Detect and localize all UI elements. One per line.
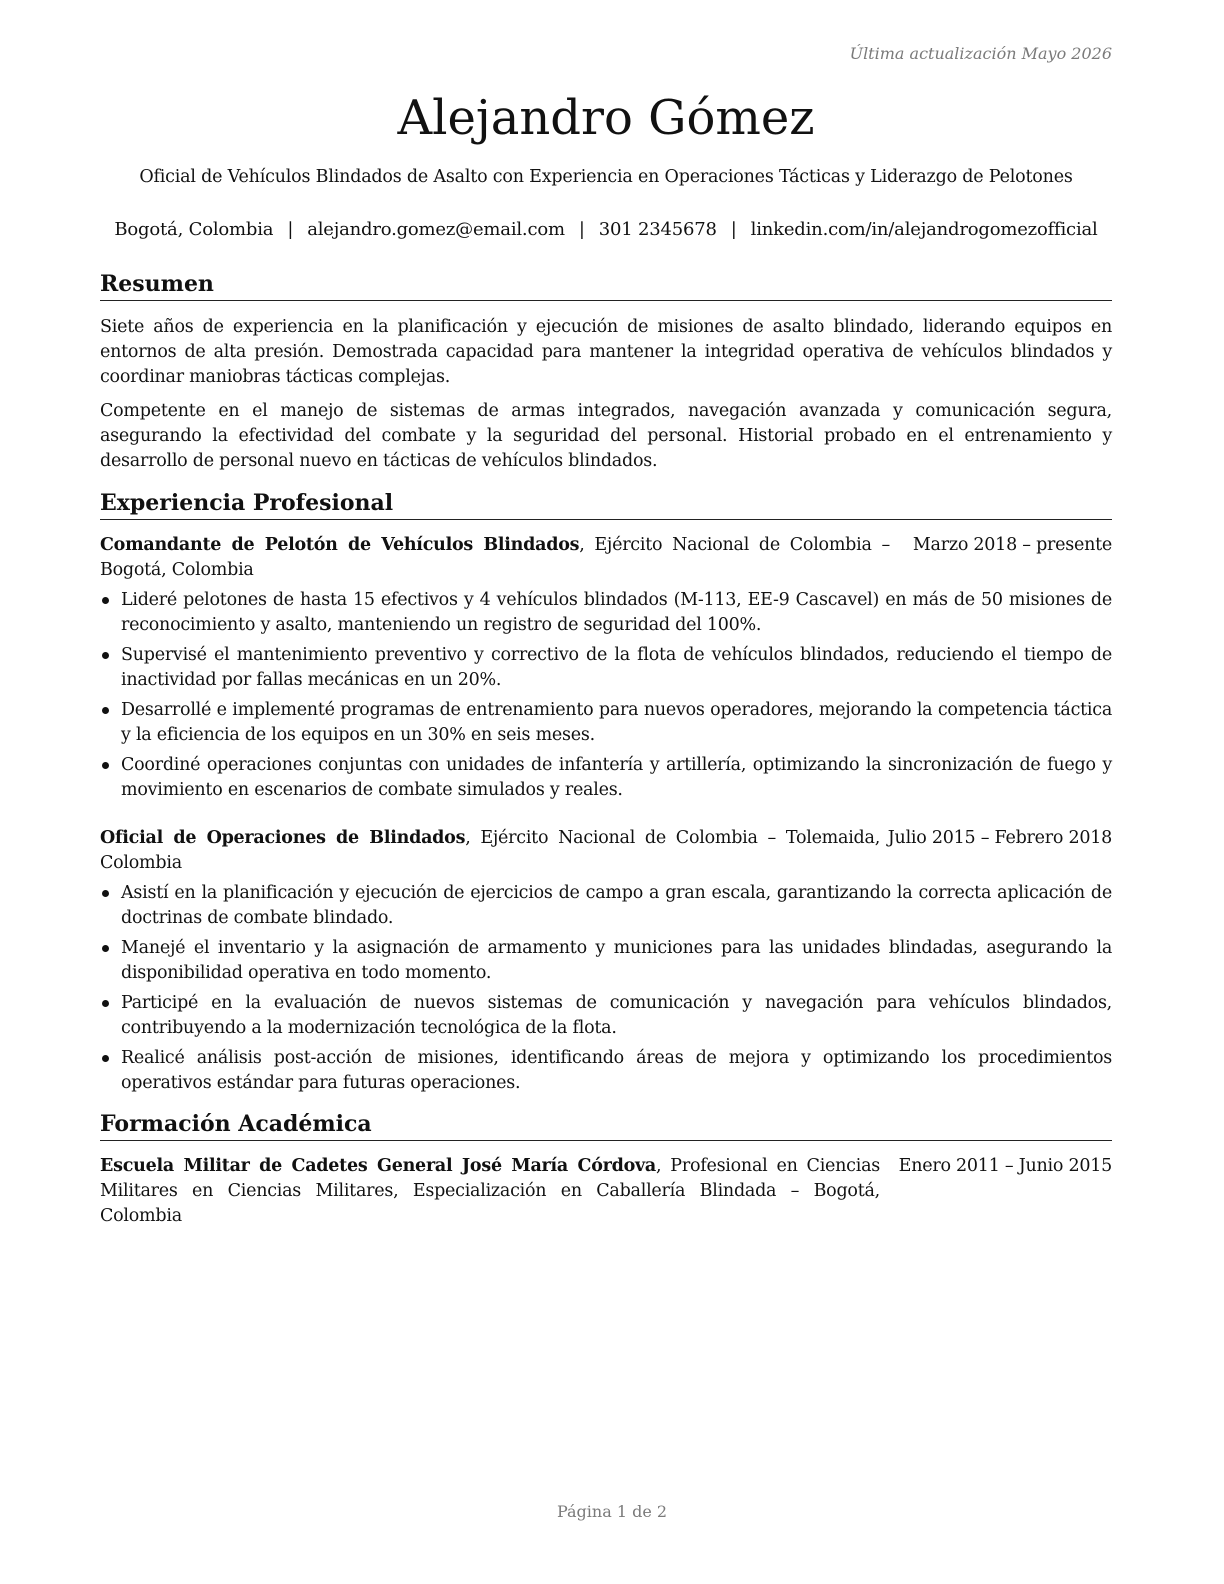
job-dates: Julio 2015 – Febrero 2018: [887, 828, 1112, 848]
list-item: [100, 588, 1112, 638]
bullet-icon: [102, 1055, 109, 1062]
page-number: Página 1 de 2: [556, 1502, 668, 1521]
job-role: Oficial de Operaciones de Blindados: [100, 828, 466, 848]
list-item: [100, 643, 1112, 693]
bullet-text: Desarrollé e implementé programas de entrenamiento para nuevos operadores, mejorando la competencia táctica y la eficiencia de los equipos en un 30% en seis meses.: [121, 700, 1112, 745]
contact-separator: |: [287, 219, 294, 240]
bullet-icon: [102, 652, 109, 659]
bullet-text: Asistí en la planificación y ejecución de ejercicios de campo a gran escala, garantizando la correcta aplicación de doctrinas de combate blindado.: [121, 883, 1112, 928]
job-bullets: [100, 881, 1112, 1101]
job-organization: , Ejército Nacional de Colombia – Tolemaida, Colombia: [100, 828, 881, 873]
contact-phone: 301 2345678: [598, 219, 717, 240]
bullet-icon: [102, 945, 109, 952]
bullet-icon: [102, 890, 109, 897]
section-title-education: Formación Académica: [100, 1110, 1112, 1141]
bullet-text: Realicé análisis post-acción de misiones, identificando áreas de mejora y optimizando los procedimientos operativos estándar para futuras operaciones.: [121, 1048, 1112, 1093]
contact-linkedin[interactable]: linkedin.com/in/alejandrogomezofficial: [750, 219, 1098, 240]
job-role: Comandante de Pelotón de Vehículos Blindados: [100, 535, 580, 555]
bullet-text: Supervisé el mantenimiento preventivo y correctivo de la flota de vehículos blindados, reduciendo el tiempo de inactividad por fallas mecánicas en un 20%.: [121, 645, 1112, 690]
job-dates: Marzo 2018 – presente: [912, 535, 1112, 555]
last-updated: Última actualización Mayo 2026: [849, 44, 1112, 63]
contact-separator: |: [730, 219, 737, 240]
list-item: [100, 1046, 1112, 1096]
candidate-name: Alejandro Gómez: [397, 90, 815, 146]
section-title-experience: Experiencia Profesional: [100, 489, 1112, 520]
list-item: [100, 881, 1112, 931]
list-item: [100, 753, 1112, 803]
education-entry: [100, 1154, 1112, 1229]
list-item: [100, 991, 1112, 1041]
summary-paragraph: Siete años de experiencia en la planificación y ejecución de misiones de asalto blindado, liderando equipos en entornos de alta presión. Demostrada capacidad para mantener la integridad operativa de vehículos blindados y coordinar maniobras tácticas complejas.: [100, 317, 1112, 387]
bullet-icon: [102, 707, 109, 714]
headline: Oficial de Vehículos Blindados de Asalto con Experiencia en Operaciones Tácticas y Liderazgo de Pelotones: [139, 167, 1073, 187]
section-title-summary: Resumen: [100, 270, 1112, 301]
contact-separator: |: [578, 219, 585, 240]
contact-line: [100, 219, 1112, 240]
bullet-text: Coordiné operaciones conjuntas con unidades de infantería y artillería, optimizando la sincronización de fuego y movimiento en escenarios de combate simulados y reales.: [121, 755, 1112, 800]
list-item: [100, 698, 1112, 748]
job-organization: , Ejército Nacional de Colombia – Bogotá, Colombia: [100, 535, 890, 580]
education-school: Escuela Militar de Cadetes General José María Córdova: [100, 1156, 657, 1176]
bullet-icon: [102, 1000, 109, 1007]
bullet-text: Manejé el inventario y la asignación de armamento y municiones para las unidades blindadas, asegurando la disponibilidad operativa en todo momento.: [121, 938, 1112, 983]
job-header: [100, 826, 1112, 876]
contact-location: Bogotá, Colombia: [114, 219, 274, 240]
list-item: [100, 936, 1112, 986]
bullet-text: Participé en la evaluación de nuevos sistemas de comunicación y navegación para vehículos blindados, contribuyendo a la modernización tecnológica de la flota.: [121, 993, 1112, 1038]
bullet-icon: [102, 597, 109, 604]
bullet-text: Lideré pelotones de hasta 15 efectivos y 4 vehículos blindados (M-113, EE-9 Cascavel) en más de 50 misiones de reconocimiento y asalto, manteniendo un registro de seguridad del 100%.: [121, 590, 1112, 635]
education-dates: Enero 2011 – Junio 2015: [898, 1156, 1112, 1176]
summary-paragraph: Competente en el manejo de sistemas de armas integrados, navegación avanzada y comunicación segura, asegurando la efectividad del combate y la seguridad del personal. Historial probado en el entrenamiento y desarrollo de personal nuevo en tácticas de vehículos blindados.: [100, 401, 1112, 471]
job-header: [100, 533, 1112, 583]
contact-email[interactable]: alejandro.gomez@email.com: [307, 219, 565, 240]
job-bullets: [100, 588, 1112, 808]
bullet-icon: [102, 762, 109, 769]
education-detail: , Profesional en Ciencias Militares en Ciencias Militares, Especialización en Caballería Blindada – Bogotá, Colombia: [100, 1156, 880, 1226]
